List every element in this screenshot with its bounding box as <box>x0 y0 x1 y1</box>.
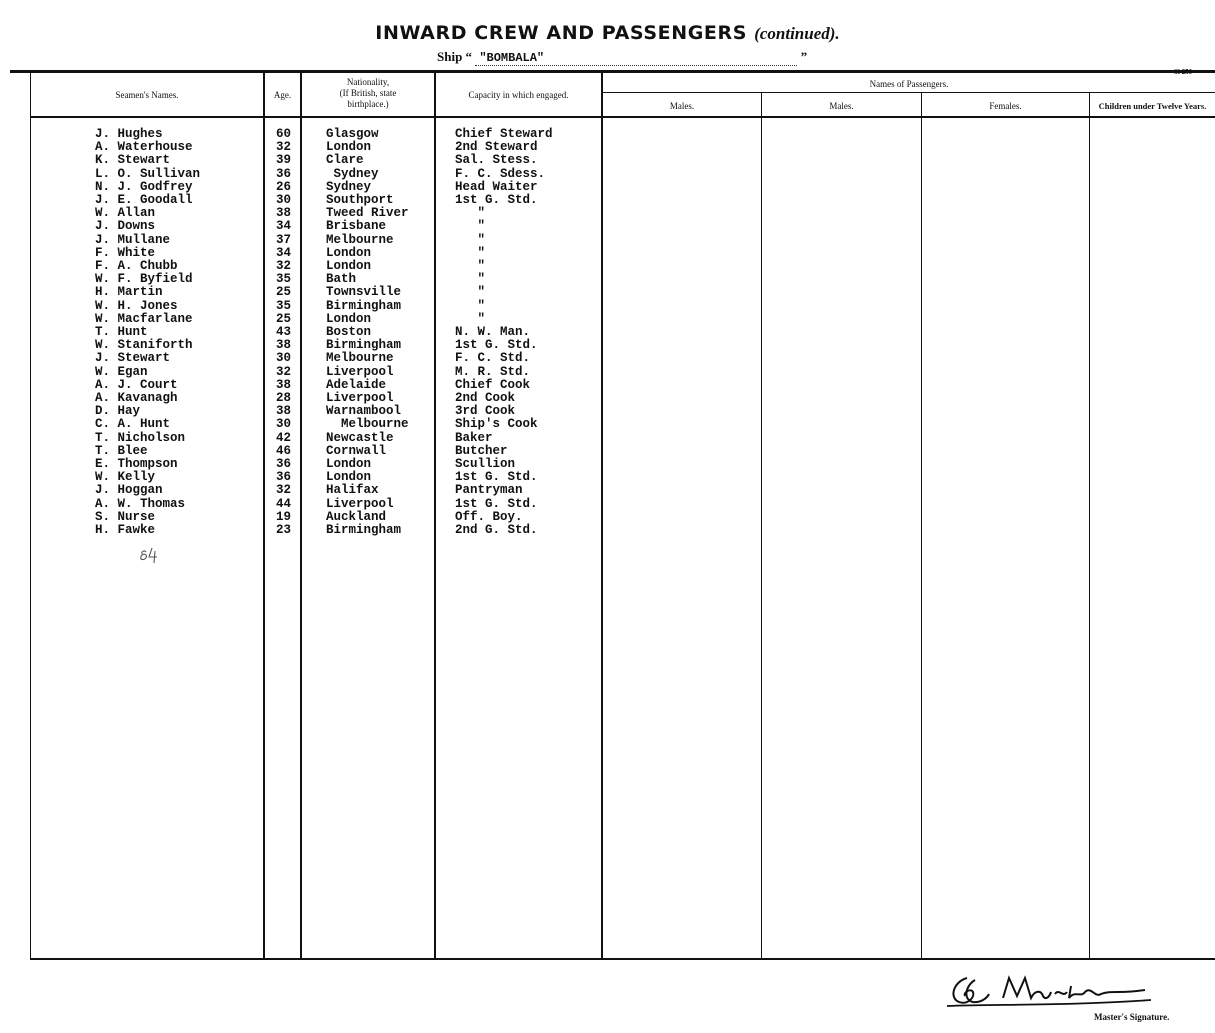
crew-nationality: Liverpool <box>326 496 394 511</box>
crew-age: 42 <box>276 430 292 445</box>
crew-age: 35 <box>276 272 292 287</box>
crew-age: 46 <box>276 443 292 458</box>
crew-age: 19 <box>276 509 292 524</box>
crew-age: 44 <box>276 496 292 511</box>
crew-nationality: Sydney <box>326 166 379 181</box>
ship-close: ” <box>800 49 808 64</box>
master-signature <box>945 968 1160 1016</box>
crew-name: S. Nurse <box>95 509 156 524</box>
crew-name: N. J. Godfrey <box>95 179 193 194</box>
crew-nationality: Melbourne <box>326 351 394 366</box>
crew-nationality: Birmingham <box>326 523 402 537</box>
crew-name: A. Waterhouse <box>95 140 193 155</box>
crew-capacity: " <box>455 219 486 234</box>
crew-name: T. Nicholson <box>95 430 186 445</box>
crew-name: H. Martin <box>95 285 163 300</box>
crew-capacity: " <box>455 298 486 313</box>
col-line-nationality <box>300 72 302 960</box>
crew-capacity: Baker <box>455 430 493 445</box>
crew-capacity: " <box>455 206 486 221</box>
crew-capacity: " <box>455 232 486 247</box>
col-line-children <box>1089 93 1090 960</box>
crew-capacity: N. W. Man. <box>455 325 531 339</box>
crew-nationality: Birmingham <box>326 338 402 353</box>
crew-name: J. E. Goodall <box>95 193 193 207</box>
crew-name: F. White <box>95 245 156 260</box>
crew-capacity: F. C. Std. <box>455 351 531 366</box>
header-males-1: Males. <box>669 101 695 111</box>
crew-nationality: London <box>326 457 372 471</box>
crew-nationality: Townsville <box>326 285 402 300</box>
crew-nationality: Southport <box>326 193 394 207</box>
ship-line <box>437 49 807 66</box>
handwritten-note-text: 84 <box>138 545 139 546</box>
crew-name: W. Allan <box>95 206 156 221</box>
crew-age: 25 <box>276 311 292 326</box>
crew-age: 60 <box>276 127 292 141</box>
col-line-left <box>30 72 31 960</box>
header-nationality-line2: (If British, state <box>339 88 397 98</box>
header-bottom-rule <box>30 116 1215 118</box>
ship-name: "BOMBALA" <box>475 51 797 66</box>
crew-age: 23 <box>276 523 292 537</box>
crew-name: W. Kelly <box>95 470 156 485</box>
crew-name: T. Hunt <box>95 325 148 339</box>
header-nationality-line3: birthplace.) <box>347 99 389 109</box>
crew-nationality: Liverpool <box>326 391 394 405</box>
crew-name: W. Egan <box>95 364 148 379</box>
crew-name: D. Hay <box>95 404 141 419</box>
crew-age: 25 <box>276 285 292 300</box>
crew-name: J. Hughes <box>95 127 163 141</box>
crew-capacity: Head Waiter <box>455 179 538 194</box>
crew-name: W. Staniforth <box>95 338 193 353</box>
crew-nationality: Clare <box>326 153 364 168</box>
crew-name: T. Blee <box>95 443 148 458</box>
crew-capacity: 2nd Steward <box>455 140 538 155</box>
crew-age: 36 <box>276 457 292 471</box>
crew-name: J. Hoggan <box>95 483 163 498</box>
crew-name: E. Thompson <box>95 457 178 471</box>
header-nationality <box>302 77 434 110</box>
crew-age: 30 <box>276 351 292 366</box>
crew-name: F. A. Chubb <box>95 259 178 273</box>
crew-nationality: Halifax <box>326 483 379 498</box>
crew-capacity: M. R. Std. <box>455 364 531 379</box>
crew-nationality: Bath <box>326 272 357 287</box>
crew-capacity: Chief Cook <box>455 377 531 392</box>
crew-nationality: Newcastle <box>326 430 394 445</box>
header-nationality-line1: Nationality, <box>346 77 390 87</box>
ship-label: Ship “ <box>437 49 473 64</box>
crew-age: 32 <box>276 140 292 155</box>
crew-capacity: 2nd G. Std. <box>455 523 538 537</box>
handwritten-note <box>138 545 162 565</box>
crew-capacity: 1st G. Std. <box>455 193 538 207</box>
crew-age: 26 <box>276 179 292 194</box>
crew-capacity: Sal. Stess. <box>455 153 538 168</box>
crew-nationality: Melbourne <box>326 232 394 247</box>
crew-age: 37 <box>276 232 292 247</box>
crew-age: 43 <box>276 325 292 339</box>
crew-age: 32 <box>276 364 292 379</box>
crew-age: 30 <box>276 417 292 432</box>
col-line-capacity <box>434 72 436 960</box>
crew-nationality: Adelaide <box>326 377 387 392</box>
bottom-rule <box>30 958 1215 960</box>
crew-nationality: Warnambool <box>326 404 402 419</box>
crew-capacity: " <box>455 259 486 273</box>
crew-name: A. Kavanagh <box>95 391 178 405</box>
crew-age: 38 <box>276 377 292 392</box>
crew-name: W. F. Byfield <box>95 272 193 287</box>
header-seamen-names: Seamen's Names. <box>115 90 179 100</box>
crew-name: A. W. Thomas <box>95 496 186 511</box>
crew-nationality: London <box>326 470 372 485</box>
crew-capacity: 2nd Cook <box>455 391 516 405</box>
crew-age: 39 <box>276 153 292 168</box>
signature-text: G C Main <box>945 968 949 969</box>
signature-label: Master's Signature. <box>1094 1012 1170 1022</box>
crew-nationality: London <box>326 311 372 326</box>
crew-capacity: Chief Steward <box>455 127 553 141</box>
crew-name: J. Mullane <box>95 232 171 247</box>
crew-name: C. A. Hunt <box>95 417 171 432</box>
crew-age: 32 <box>276 259 292 273</box>
crew-capacity: 1st G. Std. <box>455 338 538 353</box>
crew-name: J. Stewart <box>95 351 171 366</box>
crew-capacity: Scullion <box>455 457 516 471</box>
crew-name: A. J. Court <box>95 377 178 392</box>
crew-nationality: Cornwall <box>326 443 387 458</box>
header-capacity: Capacity in which engaged. <box>468 90 569 100</box>
crew-name: J. Downs <box>95 219 156 234</box>
document-title <box>0 22 1215 44</box>
crew-name: W. Macfarlane <box>95 311 193 326</box>
col-line-females <box>921 93 922 960</box>
header-males-2: Males. <box>829 101 854 111</box>
header-passengers: Names of Passengers. <box>869 79 949 89</box>
crew-age: 34 <box>276 245 292 260</box>
crew-age: 38 <box>276 404 292 419</box>
crew-nationality: Boston <box>326 325 372 339</box>
crew-capacity: Ship's Cook <box>455 417 538 432</box>
crew-nationality: Glasgow <box>326 127 379 141</box>
crew-age: 30 <box>276 193 292 207</box>
crew-capacity: Butcher <box>455 443 508 458</box>
crew-capacity: 1st G. Std. <box>455 496 538 511</box>
title-suffix: (continued). <box>754 24 840 43</box>
crew-name: W. H. Jones <box>95 298 178 313</box>
top-rule <box>10 70 1215 73</box>
passenger-subheader-rule <box>602 92 1215 93</box>
crew-name: K. Stewart <box>95 153 171 168</box>
crew-capacity: " <box>455 245 486 260</box>
crew-nationality: Tweed River <box>326 206 409 221</box>
header-females: Females. <box>989 101 1022 111</box>
crew-capacity: 1st G. Std. <box>455 470 538 485</box>
crew-age: 36 <box>276 470 292 485</box>
crew-age: 35 <box>276 298 292 313</box>
title-text: INWARD CREW AND PASSENGERS <box>375 22 747 44</box>
crew-nationality: Auckland <box>326 509 387 524</box>
col-line-males2 <box>761 93 762 960</box>
crew-age: 38 <box>276 206 292 221</box>
crew-nationality: Birmingham <box>326 298 402 313</box>
crew-age: 32 <box>276 483 292 498</box>
crew-capacity: " <box>455 285 486 300</box>
crew-age: 28 <box>276 391 292 405</box>
crew-name: H. Fawke <box>95 523 156 537</box>
crew-nationality: Melbourne <box>326 417 409 432</box>
crew-age: 36 <box>276 166 292 181</box>
crew-capacity: " <box>455 272 486 287</box>
crew-age: 38 <box>276 338 292 353</box>
crew-capacity: F. C. Sdess. <box>455 166 546 181</box>
crew-nationality: Liverpool <box>326 364 394 379</box>
crew-age: 34 <box>276 219 292 234</box>
col-line-passengers <box>601 72 603 960</box>
header-children: Children under Twelve Years. <box>1098 101 1207 111</box>
crew-capacity: " <box>455 311 486 326</box>
header-age: Age. <box>273 90 292 100</box>
crew-nationality: London <box>326 259 372 273</box>
crew-capacity: Off. Boy. <box>455 509 523 524</box>
crew-nationality: London <box>326 140 372 155</box>
crew-nationality: Sydney <box>326 179 372 194</box>
col-line-age <box>263 72 265 960</box>
crew-capacity: Pantryman <box>455 483 523 498</box>
crew-capacity: 3rd Cook <box>455 404 516 419</box>
crew-name: L. O. Sullivan <box>95 166 201 181</box>
crew-nationality: London <box>326 245 372 260</box>
crew-nationality: Brisbane <box>326 219 387 234</box>
